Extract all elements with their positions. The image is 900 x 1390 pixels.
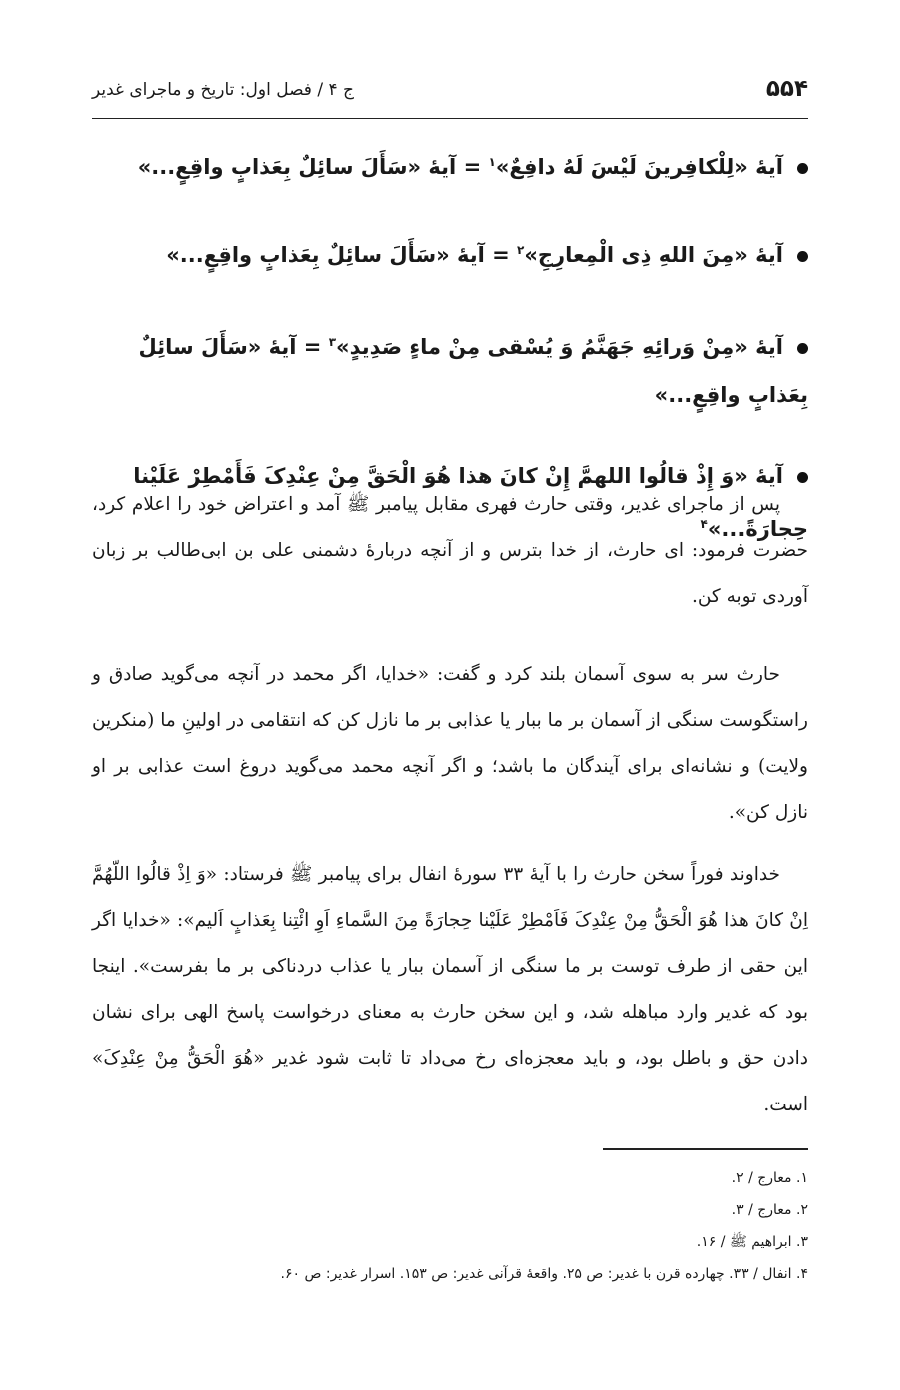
verse-equivalent: = آیهٔ «سَأَلَ سائِلٌ بِعَذابٍ واقِعٍ...» xyxy=(137,155,489,179)
footnote: ۱. معارج / ۲. xyxy=(731,1170,808,1186)
footnote: ۴. انفال / ۳۳. چهارده قرن با غدیر: ص ۲۵. واقعهٔ قرآنی غدیر: ص ۱۵۳. اسرار غدیر: ص ۶۰. xyxy=(280,1266,808,1282)
page-header xyxy=(92,70,808,119)
verse-bullet xyxy=(92,138,808,191)
footnote-ref: ۴ xyxy=(700,517,708,531)
footnote-divider xyxy=(603,1148,808,1150)
body-paragraph: خداوند فوراً سخن حارث را با آیهٔ ۳۳ سورهٔ انفال برای پیامبر ﷺ فرستاد: «وَ اِذْ قالُوا اللّهُمَّ اِنْ کانَ هذا هُوَ الْحَقُّ مِنْ عِنْدِکَ فَاَمْطِرْ عَلَیْنا حِجارَةً مِنَ السَّماءِ اَوِ ائْتِنا بِعَذابٍ اَلیم»: «خدایا اگر این حقی از طرف توست بر ما سنگی از آسمان ببار یا عذاب دردناکی بر ما بفرست». اینجا بود که غدیر وارد مباهله شد، و این سخن حارث به معنای درخواست پاسخ الهی برای نشان دادن حق و باطل بود، و باید معجزه‌ای رخ می‌داد تا ثابت شود غدیر «هُوَ الْحَقُّ مِنْ عِنْدِکَ» است. xyxy=(92,864,808,1115)
verse-bullet xyxy=(92,318,808,419)
verse-text: آیهٔ «وَ إِذْ قالُوا اللهمَّ إِنْ کانَ هذا هُوَ الْحَقَّ مِنْ عِنْدِکَ فَأَمْطِرْ عَلَیْنا حِجارَةً...» xyxy=(133,464,808,541)
verse-text: آیهٔ «مِنَ اللهِ ذِی الْمِعارِجِ» xyxy=(524,243,783,267)
footnote-ref: ۳ xyxy=(328,335,337,349)
footnote: ۳. ابراهیم ﷺ / ۱۶. xyxy=(696,1234,808,1250)
footnotes xyxy=(92,1162,808,1290)
verse-text: آیهٔ «مِنْ وَرائِهِ جَهَنَّمُ وَ یُسْقی مِنْ ماءٍ صَدِیدٍ» xyxy=(336,335,783,359)
footnote-ref: ۲ xyxy=(517,243,525,257)
verse-text: آیهٔ «لِلْکافِرینَ لَیْسَ لَهُ دافِعٌ» xyxy=(495,155,783,179)
footnote: ۲. معارج / ۳. xyxy=(731,1202,808,1218)
verse-equivalent: = آیهٔ «سَأَلَ سائِلٌ بِعَذابٍ واقِعٍ...» xyxy=(138,335,808,407)
verse-bullet xyxy=(92,226,808,279)
bullet-dot-icon xyxy=(797,163,808,174)
verse-equivalent: = آیهٔ «سَأَلَ سائِلٌ بِعَذابٍ واقِعٍ...» xyxy=(166,243,518,267)
page-number: ۵۵۴ xyxy=(765,76,808,102)
bullet-dot-icon xyxy=(797,251,808,262)
body-paragraph: حارث سر به سوی آسمان بلند کرد و گفت: «خدایا، اگر محمد در آنچه می‌گوید صادق و راستگوست سنگی از آسمان بر ما ببار یا عذابی بر ما نازل کن که انتقامی در اولینِ ما (منکرین ولایت) و نشانه‌ای برای آیندگان ما باشد؛ و اگر آنچه محمد می‌گوید دروغ است عذابی بر او نازل کن». xyxy=(92,664,808,823)
body-paragraph: پس از ماجرای غدیر، وقتی حارث فهری مقابل پیامبر ﷺ آمد و اعتراض خود را اعلام کرد، حضرت فرمود: ای حارث، از خدا بترس و از آنچه دربارهٔ دشمنی علی بن ابی‌طالب بر زبان آوردی توبه کن. xyxy=(92,494,808,607)
bullet-dot-icon xyxy=(797,472,808,483)
bullet-dot-icon xyxy=(797,343,808,354)
running-title: ج ۴ / فصل اول: تاریخ و ماجرای غدیر xyxy=(92,80,355,100)
footnote-ref: ۱ xyxy=(488,155,496,169)
